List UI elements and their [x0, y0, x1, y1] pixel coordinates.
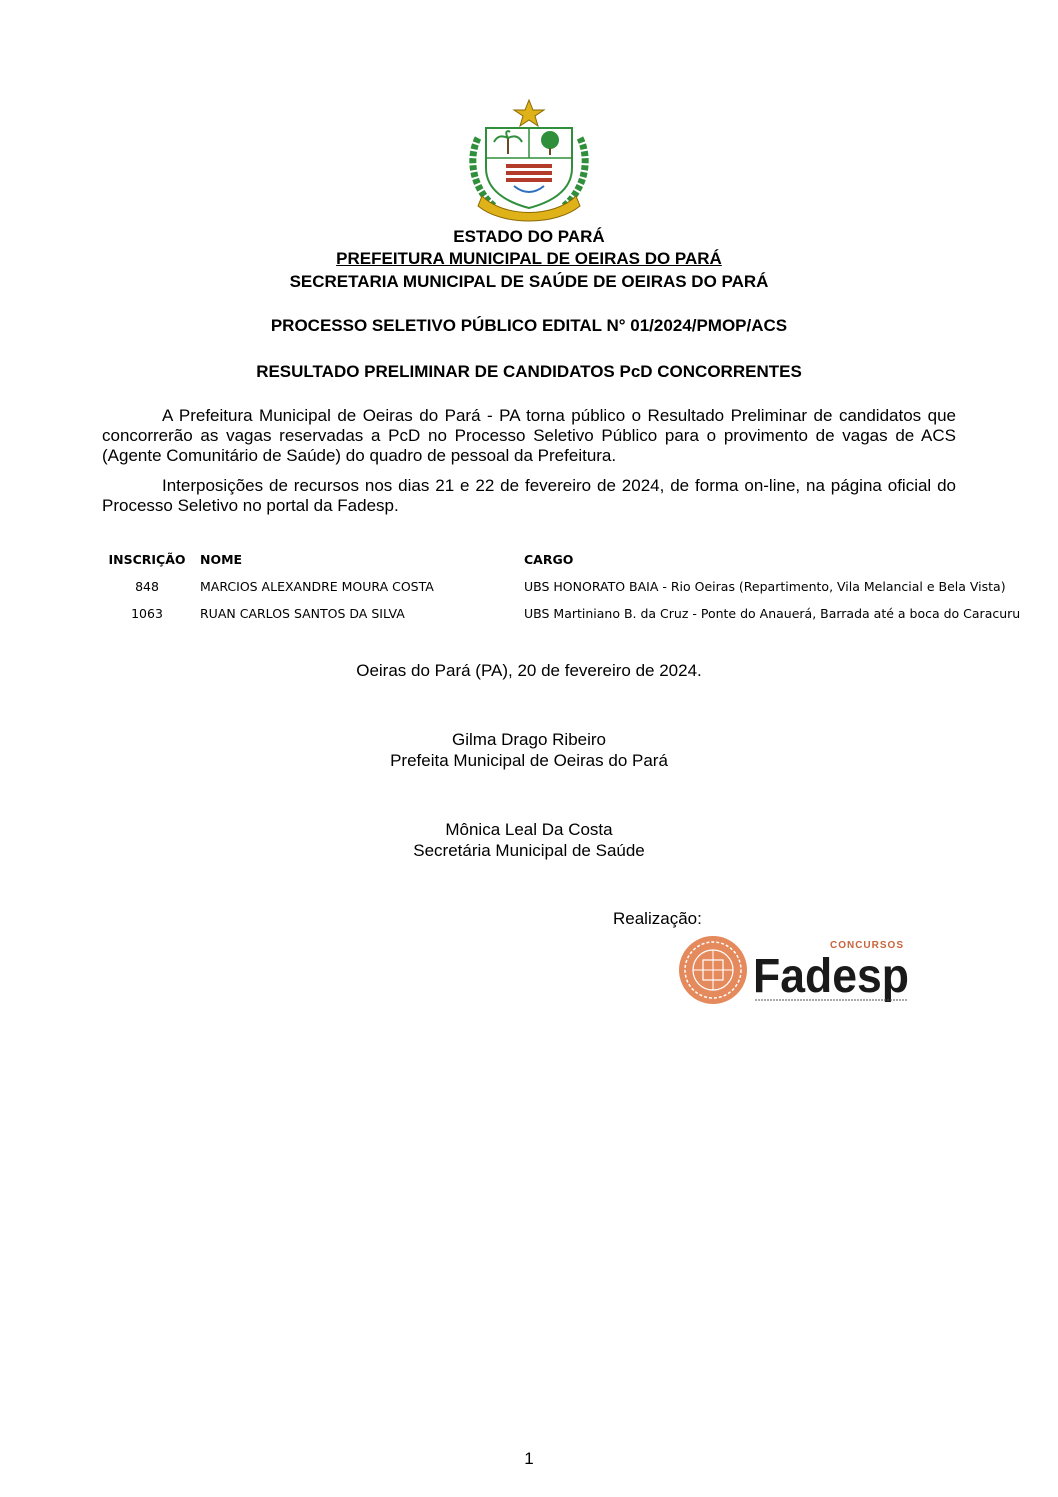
signer2-title: Secretária Municipal de Saúde: [413, 841, 645, 860]
intro-paragraph: A Prefeitura Municipal de Oeiras do Pará - PA torna público o Resultado Preliminar de candidatos que concorrerão as vagas reservadas a PcD no Processo Seletivo Público para o provimento de vagas de ACS (Agente Comunitário de Saúde) do quadro de pessoal da Prefeitura.: [102, 406, 956, 465]
signer1-title: Prefeita Municipal de Oeiras do Pará: [390, 751, 668, 770]
column-header-cargo: CARGO: [524, 552, 574, 567]
fadesp-tag: CONCURSOS: [829, 940, 905, 951]
fadesp-logo-icon: [677, 934, 913, 1006]
column-header-inscricao: INSCRIÇÃO: [108, 552, 186, 567]
page-number: 1: [524, 1449, 534, 1468]
municipal-coat-of-arms-icon: [464, 98, 594, 224]
signer1-name: Gilma Drago Ribeiro: [452, 730, 606, 749]
cell-cargo: UBS Martiniano B. da Cruz - Ponte do Anauerá, Barrada até a boca do Caracuru: [524, 606, 1021, 621]
header-state: ESTADO DO PARÁ: [453, 227, 605, 246]
table-header-row: [102, 546, 1042, 573]
column-header-nome: NOME: [200, 552, 243, 567]
table-row: [102, 600, 1042, 627]
cell-inscricao: 1063: [131, 606, 163, 621]
document-date: Oeiras do Pará (PA), 20 de fevereiro de 2024.: [356, 661, 702, 680]
fadesp-wordmark: Fadesp: [753, 950, 909, 1003]
header-prefeitura: PREFEITURA MUNICIPAL DE OEIRAS DO PARÁ: [336, 249, 722, 268]
cell-inscricao: 848: [135, 579, 159, 594]
cell-nome: MARCIOS ALEXANDRE MOURA COSTA: [200, 579, 434, 594]
realizacao-label: Realização:: [613, 909, 702, 928]
cell-cargo: UBS HONORATO BAIA - Rio Oeiras (Repartimento, Vila Melancial e Bela Vista): [524, 579, 1006, 594]
candidates-table: [102, 546, 1042, 627]
header-secretaria: SECRETARIA MUNICIPAL DE SAÚDE DE OEIRAS DO PARÁ: [289, 272, 769, 291]
edital-title: PROCESSO SELETIVO PÚBLICO EDITAL N° 01/2024/PMOP/ACS: [270, 316, 788, 335]
table-row: [102, 573, 1042, 600]
signer2-name: Mônica Leal Da Costa: [445, 820, 613, 839]
cell-nome: RUAN CARLOS SANTOS DA SILVA: [200, 606, 405, 621]
result-title: RESULTADO PRELIMINAR DE CANDIDATOS PcD CONCORRENTES: [256, 362, 802, 381]
appeal-paragraph: Interposições de recursos nos dias 21 e 22 de fevereiro de 2024, de forma on-line, na página oficial do Processo Seletivo no portal da Fadesp.: [102, 476, 956, 515]
